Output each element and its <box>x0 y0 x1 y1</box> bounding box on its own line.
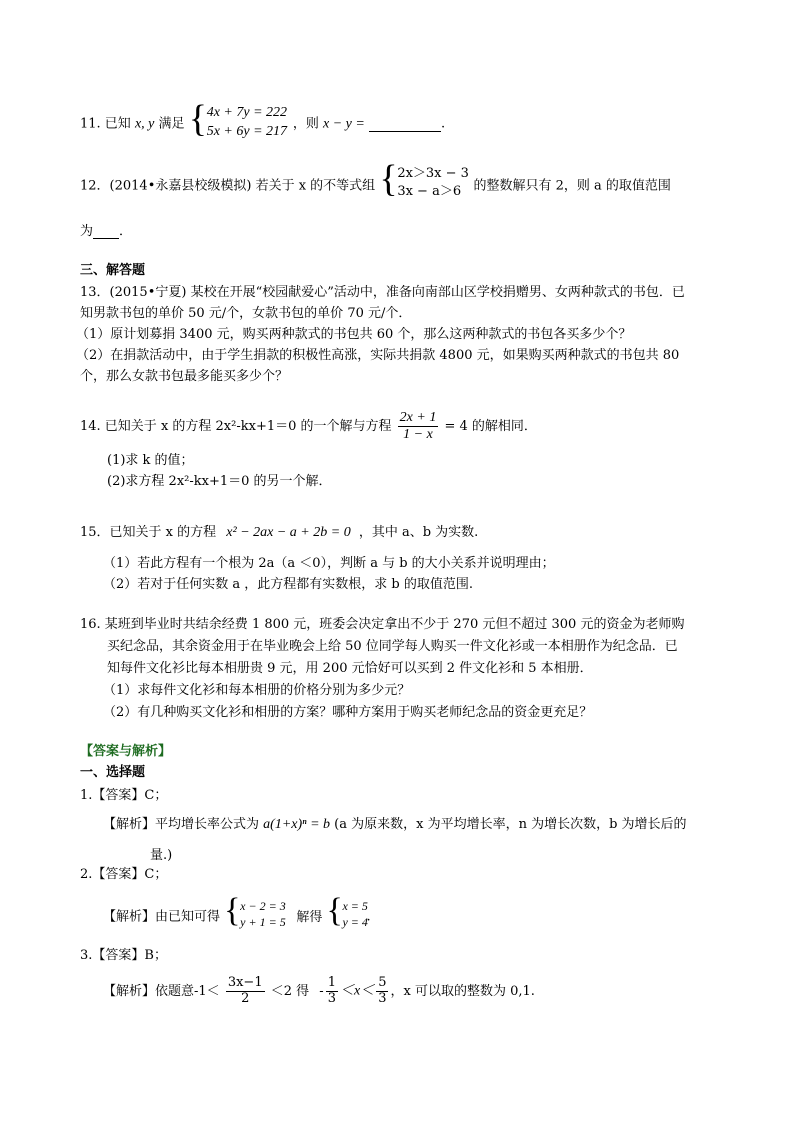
a1-exp-text: 平均增长率公式为 <box>155 817 260 832</box>
q11-eq1: 4x + 7y = 222 <box>206 105 288 120</box>
q16-line2: 买纪念品，其余资金用于在毕业晚会上给 50 位同学每人购买一件文化衫或一本相册作为纪念品．已 <box>107 639 678 654</box>
q14-frac-num: 2x + 1 <box>398 410 439 427</box>
question-12-line2 <box>80 225 132 239</box>
a3-fraction-2 <box>376 976 388 1007</box>
question-14 <box>80 410 537 443</box>
q12-line2: 为 <box>80 224 94 239</box>
brace-icon: { <box>326 892 343 929</box>
a2-exp-text: 由已知可得 <box>155 909 221 925</box>
question-12 <box>80 158 671 208</box>
q16-line3: 知每件文化衫比每本相册贵 9 元，用 200 元恰好可以买到 2 件文化衫和 5 本相册． <box>107 661 593 676</box>
a1-formula: a(1+x)ⁿ = b <box>263 817 331 832</box>
a3-mid: ＜2 得 <box>270 983 310 999</box>
q14-fraction <box>398 410 439 443</box>
q14-part1: (1)求 k 的值； <box>107 453 194 468</box>
q13-part2a: （2）在捐款活动中，由于学生捐款的积极性高涨，实际共捐款 4800 元，如果购买两种款式的书包共 80 <box>76 348 680 363</box>
q12-ineq1: 2x＞3x − 3 <box>397 166 469 181</box>
q16-line1: 16. 某班到毕业时共结余经费 1 800 元，班委会决定拿出不少于 270 元但不超过 300 元的资金为老师购 <box>80 617 685 632</box>
q11-prefix: 11. 已知 <box>80 116 131 132</box>
q13-part2b: 个，那么女款书包最多能买多少个？ <box>80 369 289 384</box>
q14-suffix: = 4 的解相同． <box>444 419 537 435</box>
q11-vars: x, y <box>134 116 155 132</box>
answer-2-label: 2.【答案】C； <box>80 867 168 882</box>
a3-exp-tag: 【解析】 <box>103 983 156 999</box>
q13-part1: （1）原计划募捐 3400 元，购买两种款式的书包共 60 个，那么这两种款式的书包各买多少个？ <box>76 327 632 342</box>
q13-line1: 13．(2015•宁夏) 某校在开展“校园献爱心”活动中，准备向南部山区学校捐赠男、女两种款式的书包．已 <box>80 285 685 300</box>
a3-fraction-1 <box>326 976 338 1007</box>
q11-expr: x − y = <box>322 116 365 132</box>
answer-3-explanation <box>103 976 535 1007</box>
answer-2-explanation <box>103 892 371 936</box>
question-15 <box>80 526 478 540</box>
a3-f2-den: 3 <box>378 990 387 1006</box>
a1-exp-line2: 量.) <box>150 848 173 863</box>
a2-sys2b: y = 4 <box>342 915 368 930</box>
a2-sys2a: x = 5 <box>342 899 368 913</box>
q11-answer-blank[interactable] <box>369 118 441 132</box>
answer-3-label: 3.【答案】B； <box>80 948 167 963</box>
q15-part2: （2）若对于任何实数 a ，此方程都有实数根，求 b 的取值范围. <box>103 577 474 592</box>
q12-line2-end: ． <box>119 224 133 239</box>
section-3-title: 三、解答题 <box>80 263 146 278</box>
a3-frac-num: 3x−1 <box>227 975 263 990</box>
q11-system <box>188 98 289 144</box>
a3-f1-den: 3 <box>327 990 336 1006</box>
a2-end: . <box>366 909 371 925</box>
brace-icon: { <box>224 892 241 929</box>
brace-icon: { <box>188 98 207 140</box>
q12-ineq2: 3x − a＞6 <box>397 183 462 199</box>
q13-line2: 知男款书包的单价 50 元/个，女款书包的单价 70 元/个． <box>80 306 412 321</box>
a3-f2-num: 5 <box>378 975 387 990</box>
q15-prefix: 15．已知关于 x 的方程 <box>80 525 217 540</box>
brace-icon: { <box>379 158 398 200</box>
a3-lt: ＜x＜ <box>339 983 375 999</box>
a3-neg: - <box>319 983 324 999</box>
a3-f1-num: 1 <box>327 975 336 990</box>
q14-frac-den: 1 − x <box>403 427 433 443</box>
a2-solve: 解得 <box>296 909 323 925</box>
a3-frac-den: 2 <box>241 990 250 1006</box>
answers-section-1: 一、选择题 <box>80 765 146 780</box>
a2-exp-tag: 【解析】 <box>103 909 156 925</box>
q12-line1-end: 的整数解只有 2，则 a 的取值范围 <box>473 178 671 194</box>
a3-exp-text: 依题意-1＜ <box>155 983 220 999</box>
q15-equation: x² − 2ax − a + 2b = 0 <box>226 525 351 540</box>
q14-part2: (2)求方程 2x²-kx+1＝0 的另一个解． <box>107 474 332 489</box>
q14-prefix: 14. 已知关于 x 的方程 2x²-kx+1＝0 的一个解与方程 <box>80 419 392 435</box>
a2-system-2 <box>326 892 368 936</box>
q16-part1: （1）求每件文化衫和每本相册的价格分别为多少元？ <box>103 683 411 698</box>
q11-end: . <box>440 116 446 132</box>
a2-sys1b: y + 1 = 5 <box>240 915 286 930</box>
a3-end: ，x 可以取的整数为 0,1. <box>390 983 535 999</box>
q15-suffix: ，其中 a、b 为实数. <box>358 525 479 540</box>
question-11 <box>80 98 446 144</box>
a1-exp-rest: (a 为原来数，x 为平均增长率，n 为增长次数，b 为增长后的 <box>334 817 687 832</box>
q15-part1: （1）若此方程有一个根为 2a（a ＜0），判断 a 与 b 的大小关系并说明理由； <box>103 556 555 571</box>
answer-1-label: 1.【答案】C； <box>80 788 168 803</box>
answers-header: 【答案与解析】 <box>80 744 172 759</box>
q12-line1: 12．(2014•永嘉县校级模拟) 若关于 x 的不等式组 <box>80 178 376 194</box>
answer-1-explanation <box>103 818 687 832</box>
q16-part2: （2）有几种购买文化衫和相册的方案？哪种方案用于购买老师纪念品的资金更充足？ <box>103 705 593 720</box>
q11-mid: 满足 <box>158 116 185 132</box>
a2-sys1a: x − 2 = 3 <box>240 899 286 913</box>
a3-fraction-main <box>226 976 265 1007</box>
q12-system <box>379 158 469 208</box>
a1-exp-tag: 【解析】 <box>103 817 156 832</box>
q11-then: ，则 <box>292 116 319 132</box>
q11-eq2: 5x + 6y = 217 <box>206 123 288 139</box>
q12-answer-blank[interactable] <box>93 225 119 239</box>
a2-system-1 <box>224 892 286 936</box>
